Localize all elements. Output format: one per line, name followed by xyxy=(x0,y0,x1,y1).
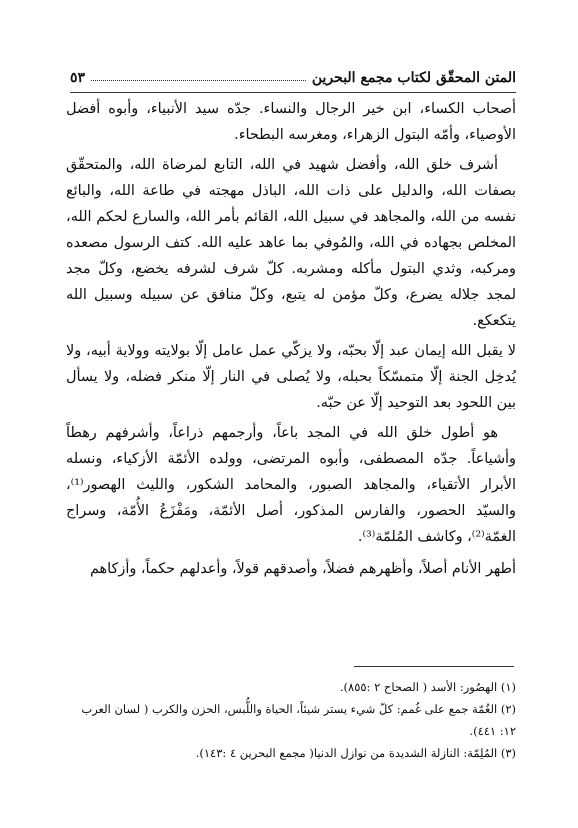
header-title: المتن المحقّق لكتاب مجمع البحرين xyxy=(311,70,516,86)
paragraph: لا يقبل الله إيمان عبد إلّا بحبّه، ولا يزكّي عمل عامل إلّا بولايته وولاية أبيه، ولا يُدخِل الجنة إلّا متمسّكاً بحبله، ولا يُصلى في النار إلّا منكر فضله، ولا يسأل بين اللحود بعد التوحيد إلّا عن حبّه. xyxy=(66,343,516,411)
footnote-divider xyxy=(354,666,514,667)
main-text xyxy=(66,96,516,586)
footnote: (٢) الغُمّة جمع على غُمم: كلّ شيء يستر شيئاً، الحياة واللُّبس، الحزن والكرب ( لسان العرب ١٢: ٤٤١). xyxy=(81,702,516,738)
paragraph: هو أطول خلق الله في المجد باعاً، وأرجمهم ذراعاً، وأشرفهم رهطاً وأشياعاً. جدّه المصطفى، وأبوه المرتضى، وولده الأئمّة الأزكياء، ونسله الأبرار الأتقياء، والمجاهد الصبور، والمحامد الشكور، والليث الهصور⁽¹⁾، والسيّد الحصور، والفارس المذكور، أصل الأئمّة، ومَفْزَعُ الأُمّة، وسراج الغمّة⁽²⁾، وكاشف المُلمّة⁽³⁾. xyxy=(66,425,516,545)
header-leader-dots xyxy=(91,80,306,81)
footnote: (١) الهصُور: الأسد ( الصحاح ٢ :٨٥٥). xyxy=(339,680,516,694)
footnote: (٣) المُلِمّة: النازلة الشديدة من نوازل الدنيا( مجمع البحرين ٤ :١٤٣). xyxy=(195,746,516,760)
paragraph: أصحاب الكساء، ابن خير الرجال والنساء. جدّه سيد الأنبياء، وأبوه أفضل الأوصياء، وأمّه البتول الزهراء، ومغرسه البطحاء. xyxy=(66,101,516,143)
paragraph: أشرف خلق الله، وأفضل شهيد في الله، التابع لمرضاة الله، والمتحقّق بصفات الله، والدليل على ذات الله، الباذل مهجته في طاعة الله، والبائع نفسه من الله، والمجاهد في سبيل الله، القائم بأمر الله، والسارع لحكم الله، المخلص بجهاده في الله، والمُوفي بما عاهد عليه الله. كتف الرسول مصعده ومركبه، وثدي البتول مأكله ومشربه. كلّ شرف لشرفه يخضع، وكلّ مجد لمجد جلاله يضرع، وكلّ مؤمن له يتبع، وكلّ منافق عن سبيله وسبيل الله يتكعكع. xyxy=(66,157,516,329)
paragraph-continuation: أطهر الأنام أصلاً، وأظهرهم فضلاً، وأصدقهم قولاً، وأعدلهم حكماً، وأزكاهم xyxy=(89,561,516,577)
footnotes xyxy=(66,676,516,764)
running-header xyxy=(70,62,516,93)
page-number: ٥٣ xyxy=(70,70,86,86)
